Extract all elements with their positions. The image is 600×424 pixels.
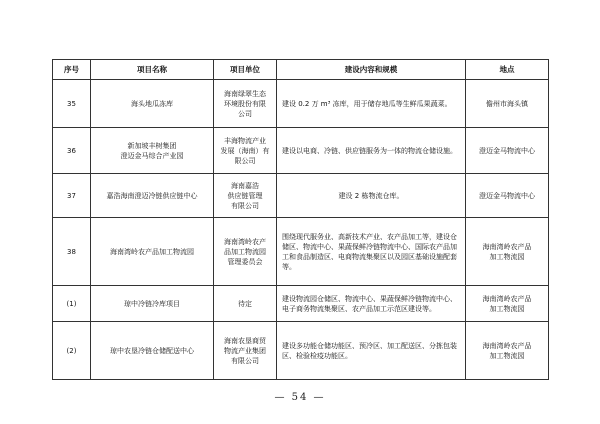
cell-location: 澄迈金马物流中心: [466, 128, 549, 174]
header-no: 序号: [53, 60, 91, 80]
header-unit: 项目单位: [214, 60, 277, 80]
cell-location: 澄迈金马物流中心: [466, 174, 549, 218]
cell-content: 建设 2 栋物流仓库。: [277, 174, 466, 218]
cell-name: 琼中冷链冷库项目: [91, 286, 214, 322]
cell-unit: 丰海物流产业 发展（海南）有 限公司: [214, 128, 277, 174]
cell-location: 海南湾岭农产品 加工物流园: [466, 286, 549, 322]
cell-no: (2): [53, 322, 91, 380]
cell-name: 琼中农垦冷链仓储配送中心: [91, 322, 214, 380]
cell-unit: 待定: [214, 286, 277, 322]
header-content: 建设内容和规模: [277, 60, 466, 80]
header-location: 地点: [466, 60, 549, 80]
table-row: [53, 322, 549, 380]
cell-unit: 海南绿翠生态 环境股份有限 公司: [214, 80, 277, 128]
table-row: [53, 80, 549, 128]
cell-name: 海头地瓜冻库: [91, 80, 214, 128]
cell-no: 37: [53, 174, 91, 218]
cell-unit: 海南嘉浩 供应链管理 有限公司: [214, 174, 277, 218]
cell-unit: 海南湾岭农产 品加工物流园 管理委员会: [214, 218, 277, 286]
cell-unit: 海南农垦商贸 物流产业集团 有限公司: [214, 322, 277, 380]
cell-no: 35: [53, 80, 91, 128]
table-header-row: [53, 60, 549, 80]
cell-name: 嘉浩海南澄迈冷链供应链中心: [91, 174, 214, 218]
cell-name: 海南湾岭农产品加工物流园: [91, 218, 214, 286]
cell-content: 建设多功能仓储功能区、预冷区、加工配送区、分拣包装区、检验检疫功能区。: [277, 322, 466, 380]
cell-name: 新加坡丰树集团 澄迈金马综合产业园: [91, 128, 214, 174]
cell-content: 建设以电商、冷链、供应链服务为一体的物流仓储设施。: [277, 128, 466, 174]
header-name: 项目名称: [91, 60, 214, 80]
cell-location: 儋州市海头镇: [466, 80, 549, 128]
cell-content: 建设物流园仓储区、物流中心、果蔬保鲜冷链物流中心、电子商务物流集聚区、农产品加工示范区建设等。: [277, 286, 466, 322]
cell-content: 建设 0.2 万 m³ 冻库，用于储存地瓜等生鲜瓜果蔬菜。: [277, 80, 466, 128]
table-row: [53, 174, 549, 218]
cell-no: (1): [53, 286, 91, 322]
cell-no: 38: [53, 218, 91, 286]
cell-location: 海南湾岭农产品 加工物流园: [466, 322, 549, 380]
table-row: [53, 128, 549, 174]
cell-no: 36: [53, 128, 91, 174]
page-number: — 54 —: [274, 392, 326, 403]
project-table: [52, 59, 549, 380]
table-row: [53, 218, 549, 286]
cell-location: 海南湾岭农产品 加工物流园: [466, 218, 549, 286]
table-row: [53, 286, 549, 322]
cell-content: 围绕现代服务业、高新技术产业、农产品加工等，建设仓储区、物流中心、果蔬保鲜冷链物流中心、国际农产品加工和食品制造区、电商物流集聚区以及园区基础设施配套等。: [277, 218, 466, 286]
